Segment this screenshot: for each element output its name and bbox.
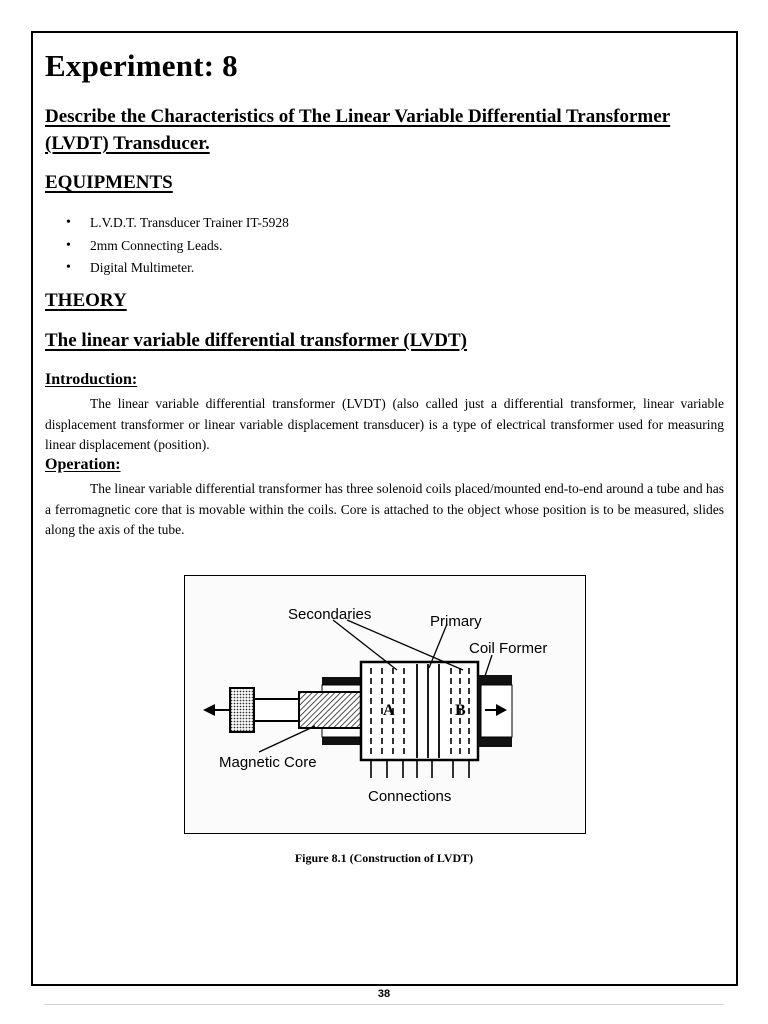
- magnetic-core: [299, 692, 362, 728]
- label-b: B: [455, 702, 466, 719]
- lvdt-diagram: [185, 576, 586, 834]
- equipment-item: • 2mm Connecting Leads.: [66, 235, 289, 258]
- equipments-list: [66, 212, 289, 280]
- core-knob: [230, 688, 254, 732]
- operation-paragraph: The linear variable differential transformer has three solenoid coils placed/mounted end-to-end around a tube and has a ferromagnetic core that is movable within the coils. Core is attached to the object whose position is to be measured, slides along the axis of the tube.: [45, 481, 724, 537]
- introduction-heading: Introduction:: [45, 371, 138, 388]
- core-rod: [254, 699, 299, 721]
- lvdt-heading: The linear variable differential transformer (LVDT): [45, 330, 467, 351]
- label-primary: Primary: [430, 613, 482, 630]
- label-coil-former: Coil Former: [469, 640, 548, 657]
- experiment-title: Experiment: 8: [45, 48, 238, 83]
- equipment-item: • Digital Multimeter.: [66, 257, 289, 280]
- lvdt-figure: [184, 575, 586, 834]
- equipment-item: • L.V.D.T. Transducer Trainer IT-5928: [66, 212, 289, 235]
- label-a: A: [383, 702, 395, 719]
- connection-leads: [371, 760, 469, 778]
- label-magnetic-core: Magnetic Core: [219, 754, 317, 771]
- page-number: 38: [377, 988, 391, 1000]
- operation-heading: Operation:: [45, 456, 121, 473]
- label-secondaries: Secondaries: [288, 606, 372, 623]
- description-line-1: Describe the Characteristics of The Linear Variable Differential Transformer: [45, 106, 671, 127]
- footer-divider: [44, 1004, 724, 1005]
- label-connections: Connections: [368, 788, 452, 805]
- theory-heading: THEORY: [45, 290, 127, 311]
- introduction-paragraph: The linear variable differential transformer (LVDT) (also called just a differential transformer, linear variable displacement transformer or linear variable displacement transducer) is a type of electrical transformer used for measuring linear displacement (position).: [45, 396, 724, 452]
- experiment-description: [45, 103, 725, 157]
- description-line-2: (LVDT) Transducer.: [45, 133, 210, 154]
- equipments-heading: EQUIPMENTS: [45, 172, 173, 193]
- figure-caption: Figure 8.1 (Construction of LVDT): [294, 851, 474, 865]
- left-arrow-icon: [203, 704, 215, 716]
